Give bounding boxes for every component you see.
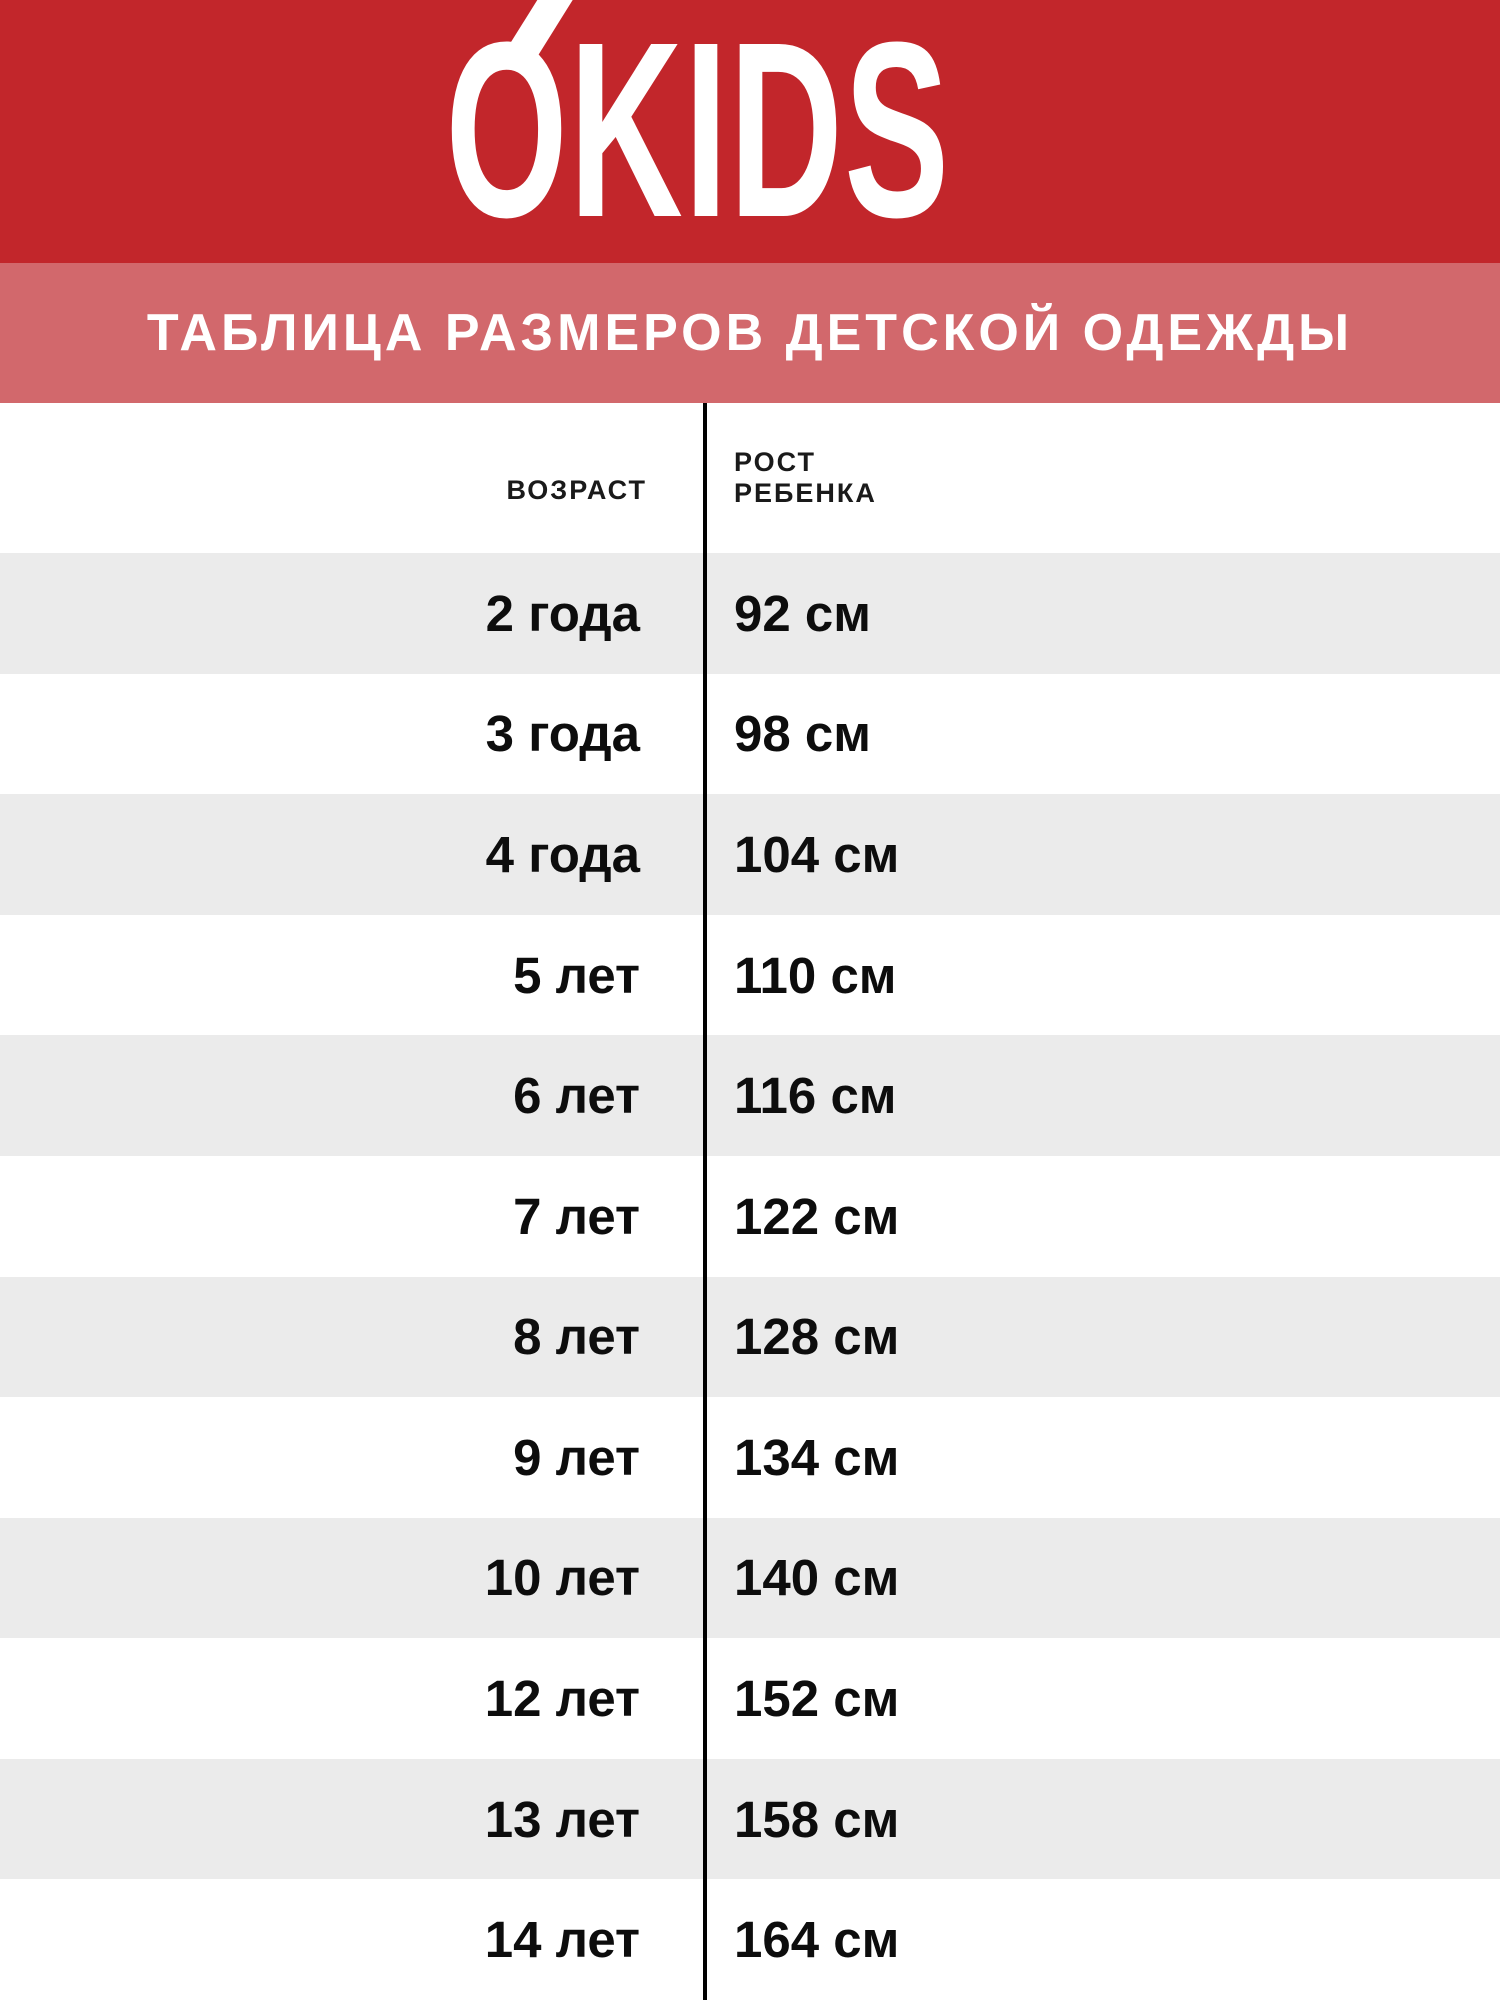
age-cell: 4 года	[485, 825, 640, 883]
table-row	[0, 1035, 1500, 1156]
height-cell: 116 см	[703, 1035, 1500, 1156]
height-cell: 152 см	[703, 1638, 1500, 1759]
height-cell: 110 см	[703, 915, 1500, 1036]
table-row	[0, 1879, 1500, 2000]
age-cell: 10 лет	[484, 1549, 640, 1607]
table-row	[0, 1638, 1500, 1759]
height-cell: 104 см	[703, 794, 1500, 915]
table-body	[0, 553, 1500, 2000]
column-header-height-line1: РОСТ	[734, 447, 816, 477]
age-cell: 8 лет	[513, 1308, 640, 1366]
brand-logo-text: OKIDS	[445, 0, 951, 263]
age-cell: 2 года	[485, 584, 640, 642]
age-cell: 13 лет	[484, 1790, 640, 1848]
table-row	[0, 1156, 1500, 1277]
height-cell: 134 см	[703, 1397, 1500, 1518]
column-header-age: ВОЗРАСТ	[506, 474, 647, 505]
table-row	[0, 1759, 1500, 1880]
height-cell: 158 см	[703, 1759, 1500, 1880]
age-cell: 3 года	[485, 705, 640, 763]
page-title: ТАБЛИЦА РАЗМЕРОВ ДЕТСКОЙ ОДЕЖДЫ	[146, 304, 1354, 362]
age-cell: 9 лет	[513, 1428, 640, 1486]
column-header-height	[703, 403, 1500, 553]
age-cell: 6 лет	[513, 1067, 640, 1125]
age-cell: 5 лет	[513, 946, 640, 1004]
height-cell: 128 см	[703, 1277, 1500, 1398]
table-row	[0, 674, 1500, 795]
height-cell: 122 см	[703, 1156, 1500, 1277]
height-cell: 140 см	[703, 1518, 1500, 1639]
brand-banner	[0, 0, 1500, 263]
table-header	[0, 403, 1500, 553]
age-cell: 7 лет	[513, 1187, 640, 1245]
table-row	[0, 1277, 1500, 1398]
table-row	[0, 915, 1500, 1036]
height-cell: 98 см	[703, 674, 1500, 795]
height-cell: 164 см	[703, 1879, 1500, 2000]
table-row	[0, 794, 1500, 915]
height-cell: 92 см	[703, 553, 1500, 674]
age-cell: 12 лет	[484, 1670, 640, 1728]
table-row	[0, 1397, 1500, 1518]
age-cell: 14 лет	[484, 1911, 640, 1969]
table-row	[0, 553, 1500, 674]
column-header-height-line2: РЕБЕНКА	[734, 478, 877, 508]
table-row	[0, 1518, 1500, 1639]
subtitle-banner	[0, 263, 1500, 403]
brand-logo	[0, 0, 1448, 263]
